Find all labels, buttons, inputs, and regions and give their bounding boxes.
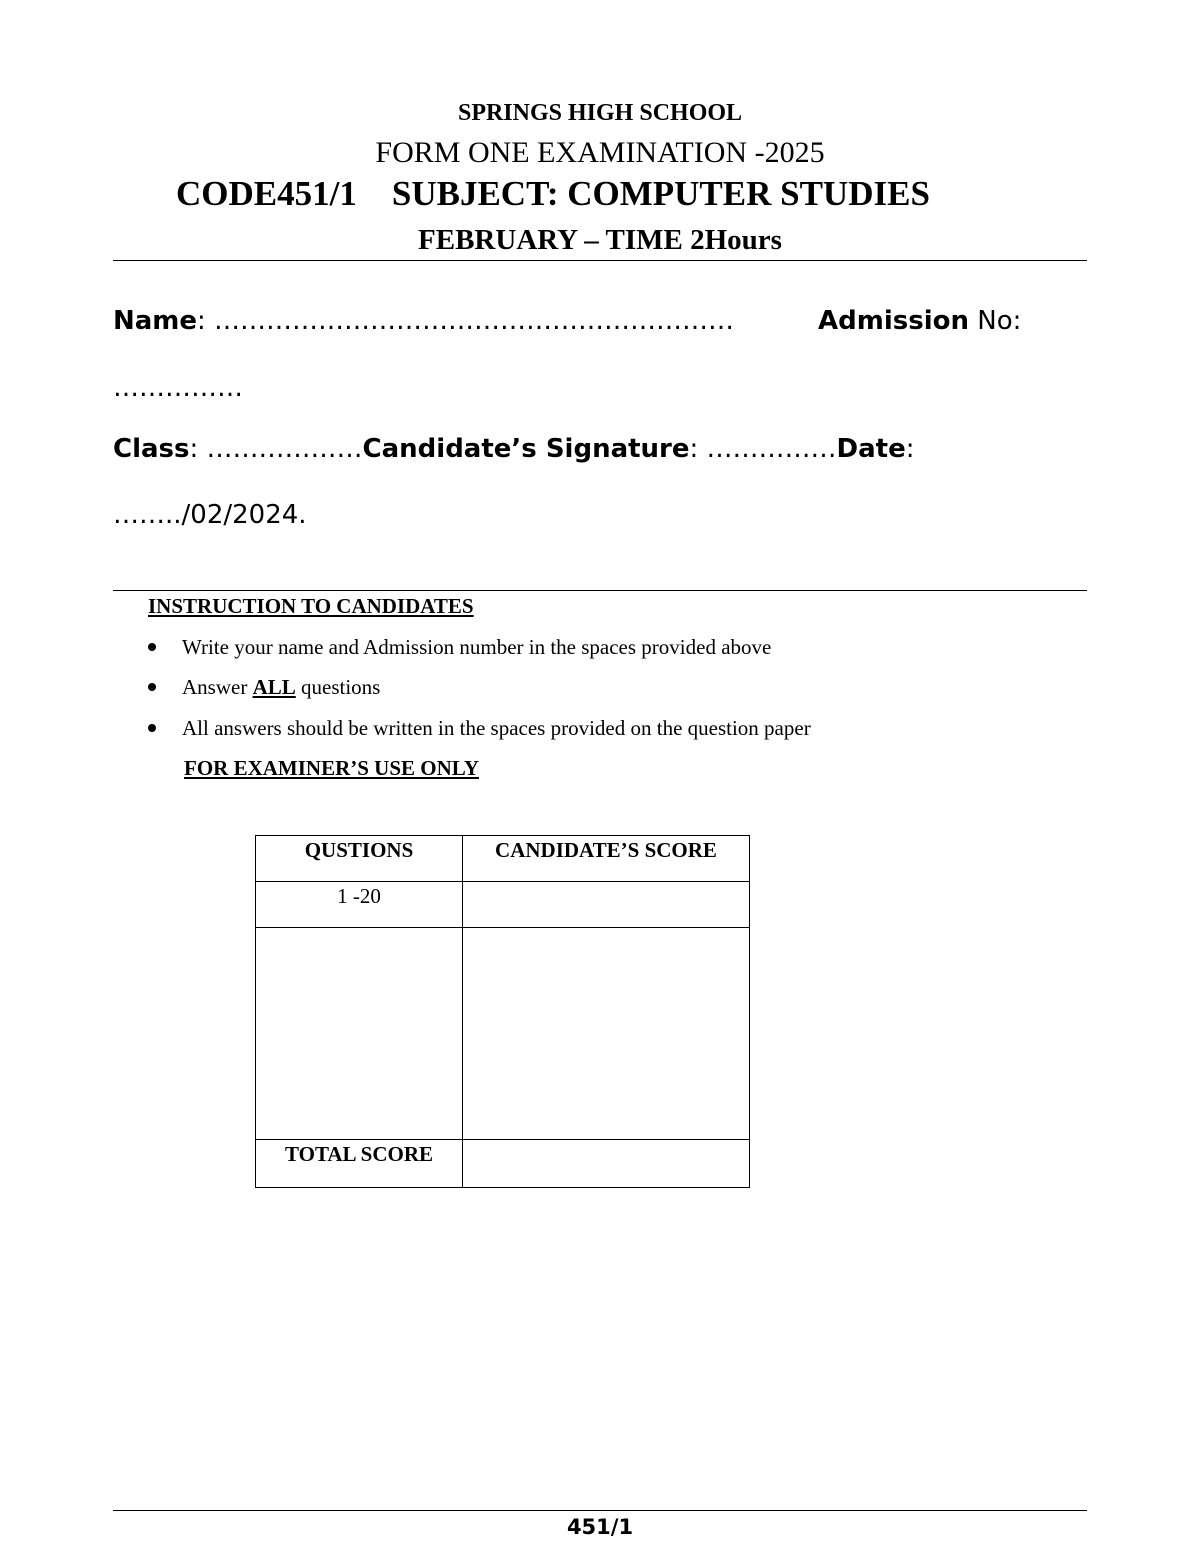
- instruction-text: Write your name and Admission number in the spaces provided above: [182, 635, 772, 659]
- header-divider: [113, 260, 1087, 261]
- admission-label: Admission: [818, 306, 969, 336]
- header-questions: QUSTIONS: [256, 836, 463, 882]
- code-subject-line: [176, 174, 930, 214]
- admission-label-rest: No:: [968, 306, 1022, 336]
- signature-value[interactable]: : ……………: [689, 434, 837, 464]
- instruction-text-post: questions: [295, 675, 381, 699]
- footer-divider: [113, 1510, 1087, 1511]
- questions-cell: [256, 928, 463, 1140]
- table-header-row: [256, 836, 750, 882]
- instructions-heading: INSTRUCTION TO CANDIDATES: [148, 594, 474, 618]
- instruction-emphasis: ALL: [252, 675, 296, 699]
- instruction-text: All answers should be written in the spaces provided on the question paper: [182, 716, 811, 740]
- time-line: FEBRUARY – TIME 2Hours: [418, 224, 782, 256]
- date-colon: :: [905, 434, 915, 464]
- fields-divider: [113, 590, 1087, 591]
- score-table: [255, 835, 750, 1188]
- admission-value[interactable]: ……………: [113, 373, 243, 403]
- questions-cell: 1 -20: [256, 882, 463, 928]
- total-score-cell[interactable]: [463, 1140, 750, 1188]
- class-signature-date-line: [113, 434, 915, 464]
- name-value: : ……………………………………………………: [197, 306, 735, 336]
- date-label: Date: [836, 434, 906, 464]
- paper-code: CODE451/1: [176, 174, 357, 213]
- admission-field-label: [818, 306, 1021, 336]
- table-row: [256, 882, 750, 928]
- instruction-text-pre: Answer: [182, 675, 253, 699]
- total-score-label: TOTAL SCORE: [256, 1140, 463, 1188]
- score-cell[interactable]: [463, 882, 750, 928]
- header-candidate-score: CANDIDATE’S SCORE: [463, 836, 750, 882]
- name-label: Name: [113, 306, 198, 336]
- name-field[interactable]: [113, 306, 734, 336]
- class-value[interactable]: : ………………: [189, 434, 363, 464]
- class-label: Class: [113, 434, 190, 464]
- table-total-row: [256, 1140, 750, 1188]
- bullet-icon: [148, 683, 156, 691]
- examiner-heading: FOR EXAMINER’S USE ONLY: [184, 756, 480, 780]
- subject-title: SUBJECT: COMPUTER STUDIES: [391, 174, 930, 213]
- footer-code: 451/1: [566, 1515, 634, 1539]
- date-value[interactable]: ……../02/2024.: [113, 500, 307, 530]
- instruction-item: [148, 675, 380, 700]
- signature-label: Candidate’s Signature: [362, 434, 690, 464]
- exam-title: FORM ONE EXAMINATION -2025: [375, 136, 825, 169]
- bullet-icon: [148, 643, 156, 651]
- instruction-item: [148, 716, 811, 741]
- school-name: SPRINGS HIGH SCHOOL: [457, 100, 743, 126]
- score-cell[interactable]: [463, 928, 750, 1140]
- table-row: [256, 928, 750, 1140]
- instruction-item: [148, 635, 771, 660]
- bullet-icon: [148, 724, 156, 732]
